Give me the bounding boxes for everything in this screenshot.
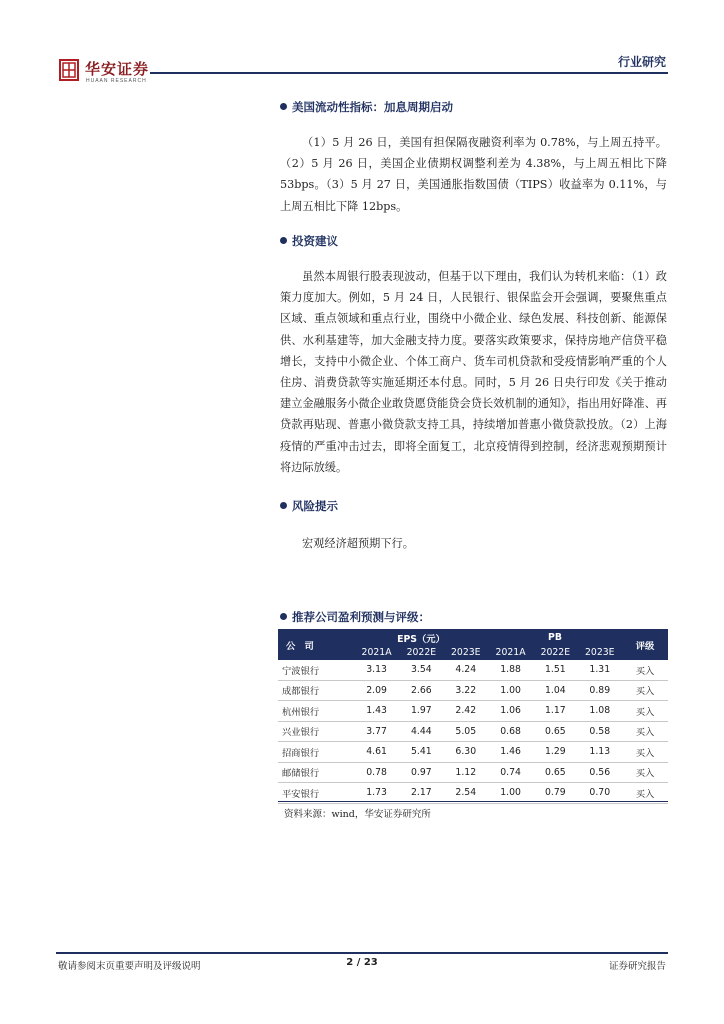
paragraph-advice: 虽然本周银行股表现波动，但基于以下理由，我们认为转机来临：（1）政策力度加大。例如，5 月 24 日，人民银行、银保监会开会强调，要聚焦重点区域、重点领域和重点行业，围绕中小微企业、绿色发展、科技创新、能源保供、水利基建等，加大金融支持力度。要落实政策要求，保持房地产信贷平稳增长，支持中小微企业、个体工商户、货车司机贷款和受疫情影响严重的个人住房、消费贷款等实施延期还本付息。同时，5 月 26 日央行印发《关于推动建立金融服务小微企业敢贷愿贷能贷会贷长效机制的通知》，指出用好降准、再贷款再贴现、普惠小微贷款支持工具，持续增加普惠小微贷款投放。（2）上海疫情的严重冲击过去，即将全面复工，北京疫情得到控制，经济悲观预期预计将边际放缓。: [280, 270, 667, 474]
table-cell: 1.51: [533, 660, 577, 680]
table-cell: 0.79: [533, 783, 577, 804]
logo-subtext: HUAAN RESEARCH: [86, 78, 147, 84]
table-cell: 0.56: [578, 762, 622, 783]
bullet-icon: [280, 502, 287, 509]
bullet-icon: [280, 613, 287, 620]
table-heading: 推荐公司盈利预测与评级：: [280, 609, 430, 625]
table-cell: 2.17: [399, 783, 443, 804]
header-title: 行业研究: [617, 55, 666, 69]
col-year: 2023E: [444, 645, 488, 660]
col-year: 2021A: [488, 645, 533, 660]
table-cell: 1.29: [533, 742, 577, 763]
table-cell: 5.05: [444, 721, 488, 742]
col-pb: PB: [488, 630, 622, 645]
table-cell: 2.42: [444, 701, 488, 722]
table-cell: 1.04: [533, 680, 577, 701]
table-row: [278, 721, 668, 742]
table-row: [278, 742, 668, 763]
rating-cell: 买入: [622, 680, 668, 701]
table-cell: 1.43: [354, 701, 399, 722]
section-heading-risk: 风险提示: [280, 498, 338, 514]
table-cell: 1.06: [488, 701, 533, 722]
table-cell: 1.17: [533, 701, 577, 722]
company-name: 兴业银行: [278, 721, 354, 742]
col-year: 2022E: [399, 645, 443, 660]
table-cell: 5.41: [399, 742, 443, 763]
table-row: [278, 680, 668, 701]
table-cell: 0.70: [578, 783, 622, 804]
page-number: 2 / 23: [346, 957, 378, 968]
table-cell: 0.89: [578, 680, 622, 701]
table-cell: 4.44: [399, 721, 443, 742]
company-name: 宁波银行: [278, 660, 354, 680]
table-cell: 1.13: [578, 742, 622, 763]
table-cell: 0.65: [533, 721, 577, 742]
table-cell: 2.09: [354, 680, 399, 701]
rating-cell: 买入: [622, 721, 668, 742]
table-cell: 0.68: [488, 721, 533, 742]
paragraph-risk: 宏观经济超预期下行。: [302, 537, 414, 550]
table-row: [278, 762, 668, 783]
company-name: 平安银行: [278, 783, 354, 804]
footer-rule: [56, 952, 668, 954]
table-row: [278, 660, 668, 680]
company-name: 邮储银行: [278, 762, 354, 783]
section-heading-advice: 投资建议: [280, 233, 338, 249]
logo-text: 华安证券: [85, 60, 150, 78]
rating-cell: 买入: [622, 742, 668, 763]
company-name: 成都银行: [278, 680, 354, 701]
rating-cell: 买入: [622, 762, 668, 783]
col-year: 2022E: [533, 645, 577, 660]
table-bottom-rule: [278, 801, 668, 802]
rating-cell: 买入: [622, 783, 668, 804]
forecast-table: [278, 630, 668, 804]
col-company: 公 司: [278, 630, 354, 660]
col-year: 2021A: [354, 645, 399, 660]
bullet-icon: [280, 103, 287, 110]
table-cell: 6.30: [444, 742, 488, 763]
table-row: [278, 783, 668, 804]
table-cell: 1.00: [488, 783, 533, 804]
table-cell: 1.08: [578, 701, 622, 722]
rating-cell: 买入: [622, 660, 668, 680]
table-cell: 4.61: [354, 742, 399, 763]
table-cell: 0.58: [578, 721, 622, 742]
table-cell: 3.54: [399, 660, 443, 680]
table-row: [278, 701, 668, 722]
table-cell: 2.54: [444, 783, 488, 804]
col-eps: EPS（元）: [354, 630, 488, 645]
table-cell: 1.12: [444, 762, 488, 783]
section-heading-liquidity: 美国流动性指标：加息周期启动: [280, 99, 453, 115]
table-cell: 0.74: [488, 762, 533, 783]
table-cell: 0.78: [354, 762, 399, 783]
table-cell: 4.24: [444, 660, 488, 680]
table-cell: 3.13: [354, 660, 399, 680]
paragraph-liquidity: （1）5 月 26 日，美国有担保隔夜融资利率为 0.78%，与上周五持平。（2）5 月 26 日，美国企业债期权调整利差为 4.38%，与上周五相比下降 53bps。（3）5 月 27 日，美国通胀指数国债（TIPS）收益率为 0.11%，与上周五相比下降 12bps。: [280, 136, 667, 213]
table-cell: 2.66: [399, 680, 443, 701]
company-name: 杭州银行: [278, 701, 354, 722]
header-rule: [150, 72, 668, 74]
table-cell: 0.65: [533, 762, 577, 783]
logo-mark: [59, 59, 79, 81]
table-cell: 1.73: [354, 783, 399, 804]
rating-cell: 买入: [622, 701, 668, 722]
footer-report-type: 证券研究报告: [608, 961, 666, 972]
company-name: 招商银行: [278, 742, 354, 763]
table-cell: 0.97: [399, 762, 443, 783]
table-cell: 3.77: [354, 721, 399, 742]
table-cell: 1.31: [578, 660, 622, 680]
col-rating: 评级: [622, 630, 668, 660]
table-cell: 1.46: [488, 742, 533, 763]
table-source: 资料来源：wind，华安证券研究所: [284, 809, 431, 820]
bullet-icon: [280, 237, 287, 244]
table-cell: 1.88: [488, 660, 533, 680]
table-cell: 1.00: [488, 680, 533, 701]
table-cell: 1.97: [399, 701, 443, 722]
footer-disclaimer: 敬请参阅末页重要声明及评级说明: [58, 961, 201, 972]
col-year: 2023E: [578, 645, 622, 660]
table-cell: 3.22: [444, 680, 488, 701]
